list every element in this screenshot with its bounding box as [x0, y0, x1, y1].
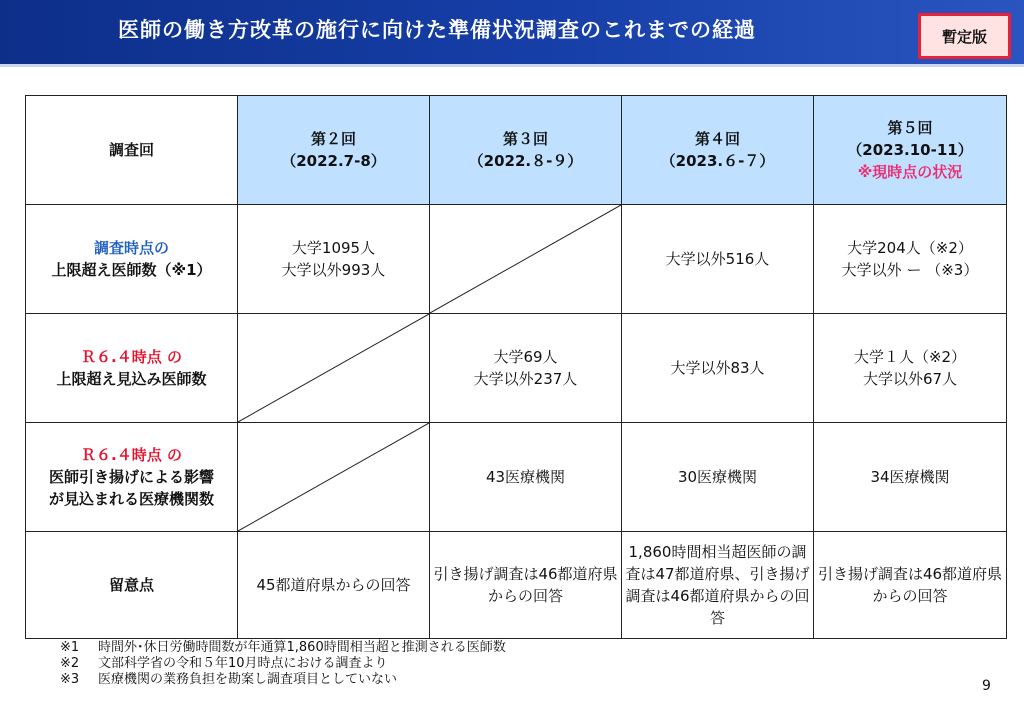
column-period: （2023.６-７） [660, 152, 775, 170]
footnote-text: 文部科学省の令和５年10月時点における調査より [98, 656, 388, 671]
cell-impact-2-empty [238, 423, 430, 532]
cell-text: 30医療機関 [677, 468, 758, 486]
column-period: （2022.7-8） [281, 152, 386, 170]
footnote-2 [60, 656, 506, 672]
diagonal-line [238, 314, 429, 422]
table-row-impact-institutions [26, 423, 1007, 532]
cell-notes-2 [238, 532, 430, 639]
cell-impact-3 [430, 423, 622, 532]
column-title: 第２回 [310, 130, 356, 148]
cell-text: 大学以外67人 [862, 370, 958, 388]
current-status-label: ※現時点の状況 [857, 163, 963, 181]
row-header-impact [26, 423, 238, 532]
column-header-4 [622, 96, 814, 205]
cell-forecast-2-empty [238, 314, 430, 423]
cell-text: 大学以外237人 [473, 370, 578, 388]
cell-impact-4 [622, 423, 814, 532]
table-row-current-doctors [26, 205, 1007, 314]
cell-text: 大学以外516人 [665, 250, 770, 268]
cell-forecast-3 [430, 314, 622, 423]
cell-text: 引き揚げ調査は46都道府県からの回答 [433, 565, 618, 605]
footnote-mark: ※2 [60, 656, 80, 671]
cell-text: 大学以外 ー （※3） [841, 261, 979, 279]
table-header-row [26, 96, 1007, 205]
column-title: 第４回 [694, 130, 740, 148]
diagonal-line [430, 205, 621, 313]
cell-current-2 [238, 205, 430, 314]
footnote-3 [60, 672, 506, 688]
footnote-text: 時間外･休日労働時間数が年通算1,860時間相当超と推測される医師数 [98, 640, 506, 655]
row-header-notes [26, 532, 238, 639]
cell-notes-4 [622, 532, 814, 639]
row-main-label: 上限超え見込み医師数 [56, 370, 207, 388]
row-main-label: 医師引き揚げによる影響 [48, 468, 214, 486]
column-header-3 [430, 96, 622, 205]
column-period: （2023.10-11） [847, 141, 973, 159]
corner-cell [26, 96, 238, 205]
cell-forecast-4 [622, 314, 814, 423]
page-title: 医師の働き方改革の施行に向けた準備状況調査のこれまでの経過 [118, 18, 756, 42]
title-banner [0, 0, 1024, 67]
row-highlight-label: 調査時点の [93, 239, 169, 257]
cell-text: 45都道府県からの回答 [256, 576, 411, 594]
cell-text: 大学以外993人 [281, 261, 386, 279]
cell-text: 大学以外83人 [670, 359, 765, 377]
cell-forecast-5 [814, 314, 1007, 423]
row-main-label: 留意点 [108, 576, 154, 594]
cell-current-4 [622, 205, 814, 314]
footnote-mark: ※1 [60, 640, 80, 655]
cell-impact-5 [814, 423, 1007, 532]
row-header-current [26, 205, 238, 314]
page-number: 9 [982, 678, 991, 694]
cell-text: 大学69人 [493, 348, 558, 366]
row-main-label: が見込まれる医療機関数 [48, 490, 214, 508]
row-main-label: 上限超え医師数（※1） [51, 261, 212, 279]
cell-text: 34医療機関 [870, 468, 950, 486]
column-header-2 [238, 96, 430, 205]
diagonal-line [238, 423, 429, 531]
cell-notes-3 [430, 532, 622, 639]
cell-text: 1,860時間相当超医師の調査は47都道府県、引き揚げ調査は46都道府県からの回答 [625, 543, 810, 627]
cell-text: 大学１人（※2） [853, 348, 967, 366]
row-highlight-label: Ｒ６.４時点 の [81, 348, 182, 366]
draft-badge: 暫定版 [918, 13, 1011, 59]
column-title: 第５回 [887, 119, 933, 137]
column-period: （2022.８-９） [468, 152, 583, 170]
footnotes [60, 640, 506, 688]
cell-current-5 [814, 205, 1007, 314]
survey-history-table [25, 95, 1007, 639]
footnote-mark: ※3 [60, 672, 80, 687]
table-row-notes [26, 532, 1007, 639]
cell-text: 43医療機関 [485, 468, 566, 486]
cell-current-3-empty [430, 205, 622, 314]
column-title: 第３回 [502, 130, 548, 148]
cell-notes-5 [814, 532, 1007, 639]
column-header-5 [814, 96, 1007, 205]
cell-text: 大学204人（※2） [847, 239, 973, 257]
footnote-text: 医療機関の業務負担を勘案し調査項目としていない [98, 672, 398, 687]
corner-label: 調査回 [108, 141, 154, 159]
cell-text: 引き揚げ調査は46都道府県からの回答 [817, 565, 1003, 605]
footnote-1 [60, 640, 506, 656]
cell-text: 大学1095人 [291, 239, 376, 257]
row-highlight-label: Ｒ６.４時点 の [81, 446, 182, 464]
row-header-forecast [26, 314, 238, 423]
table-row-forecast-doctors [26, 314, 1007, 423]
